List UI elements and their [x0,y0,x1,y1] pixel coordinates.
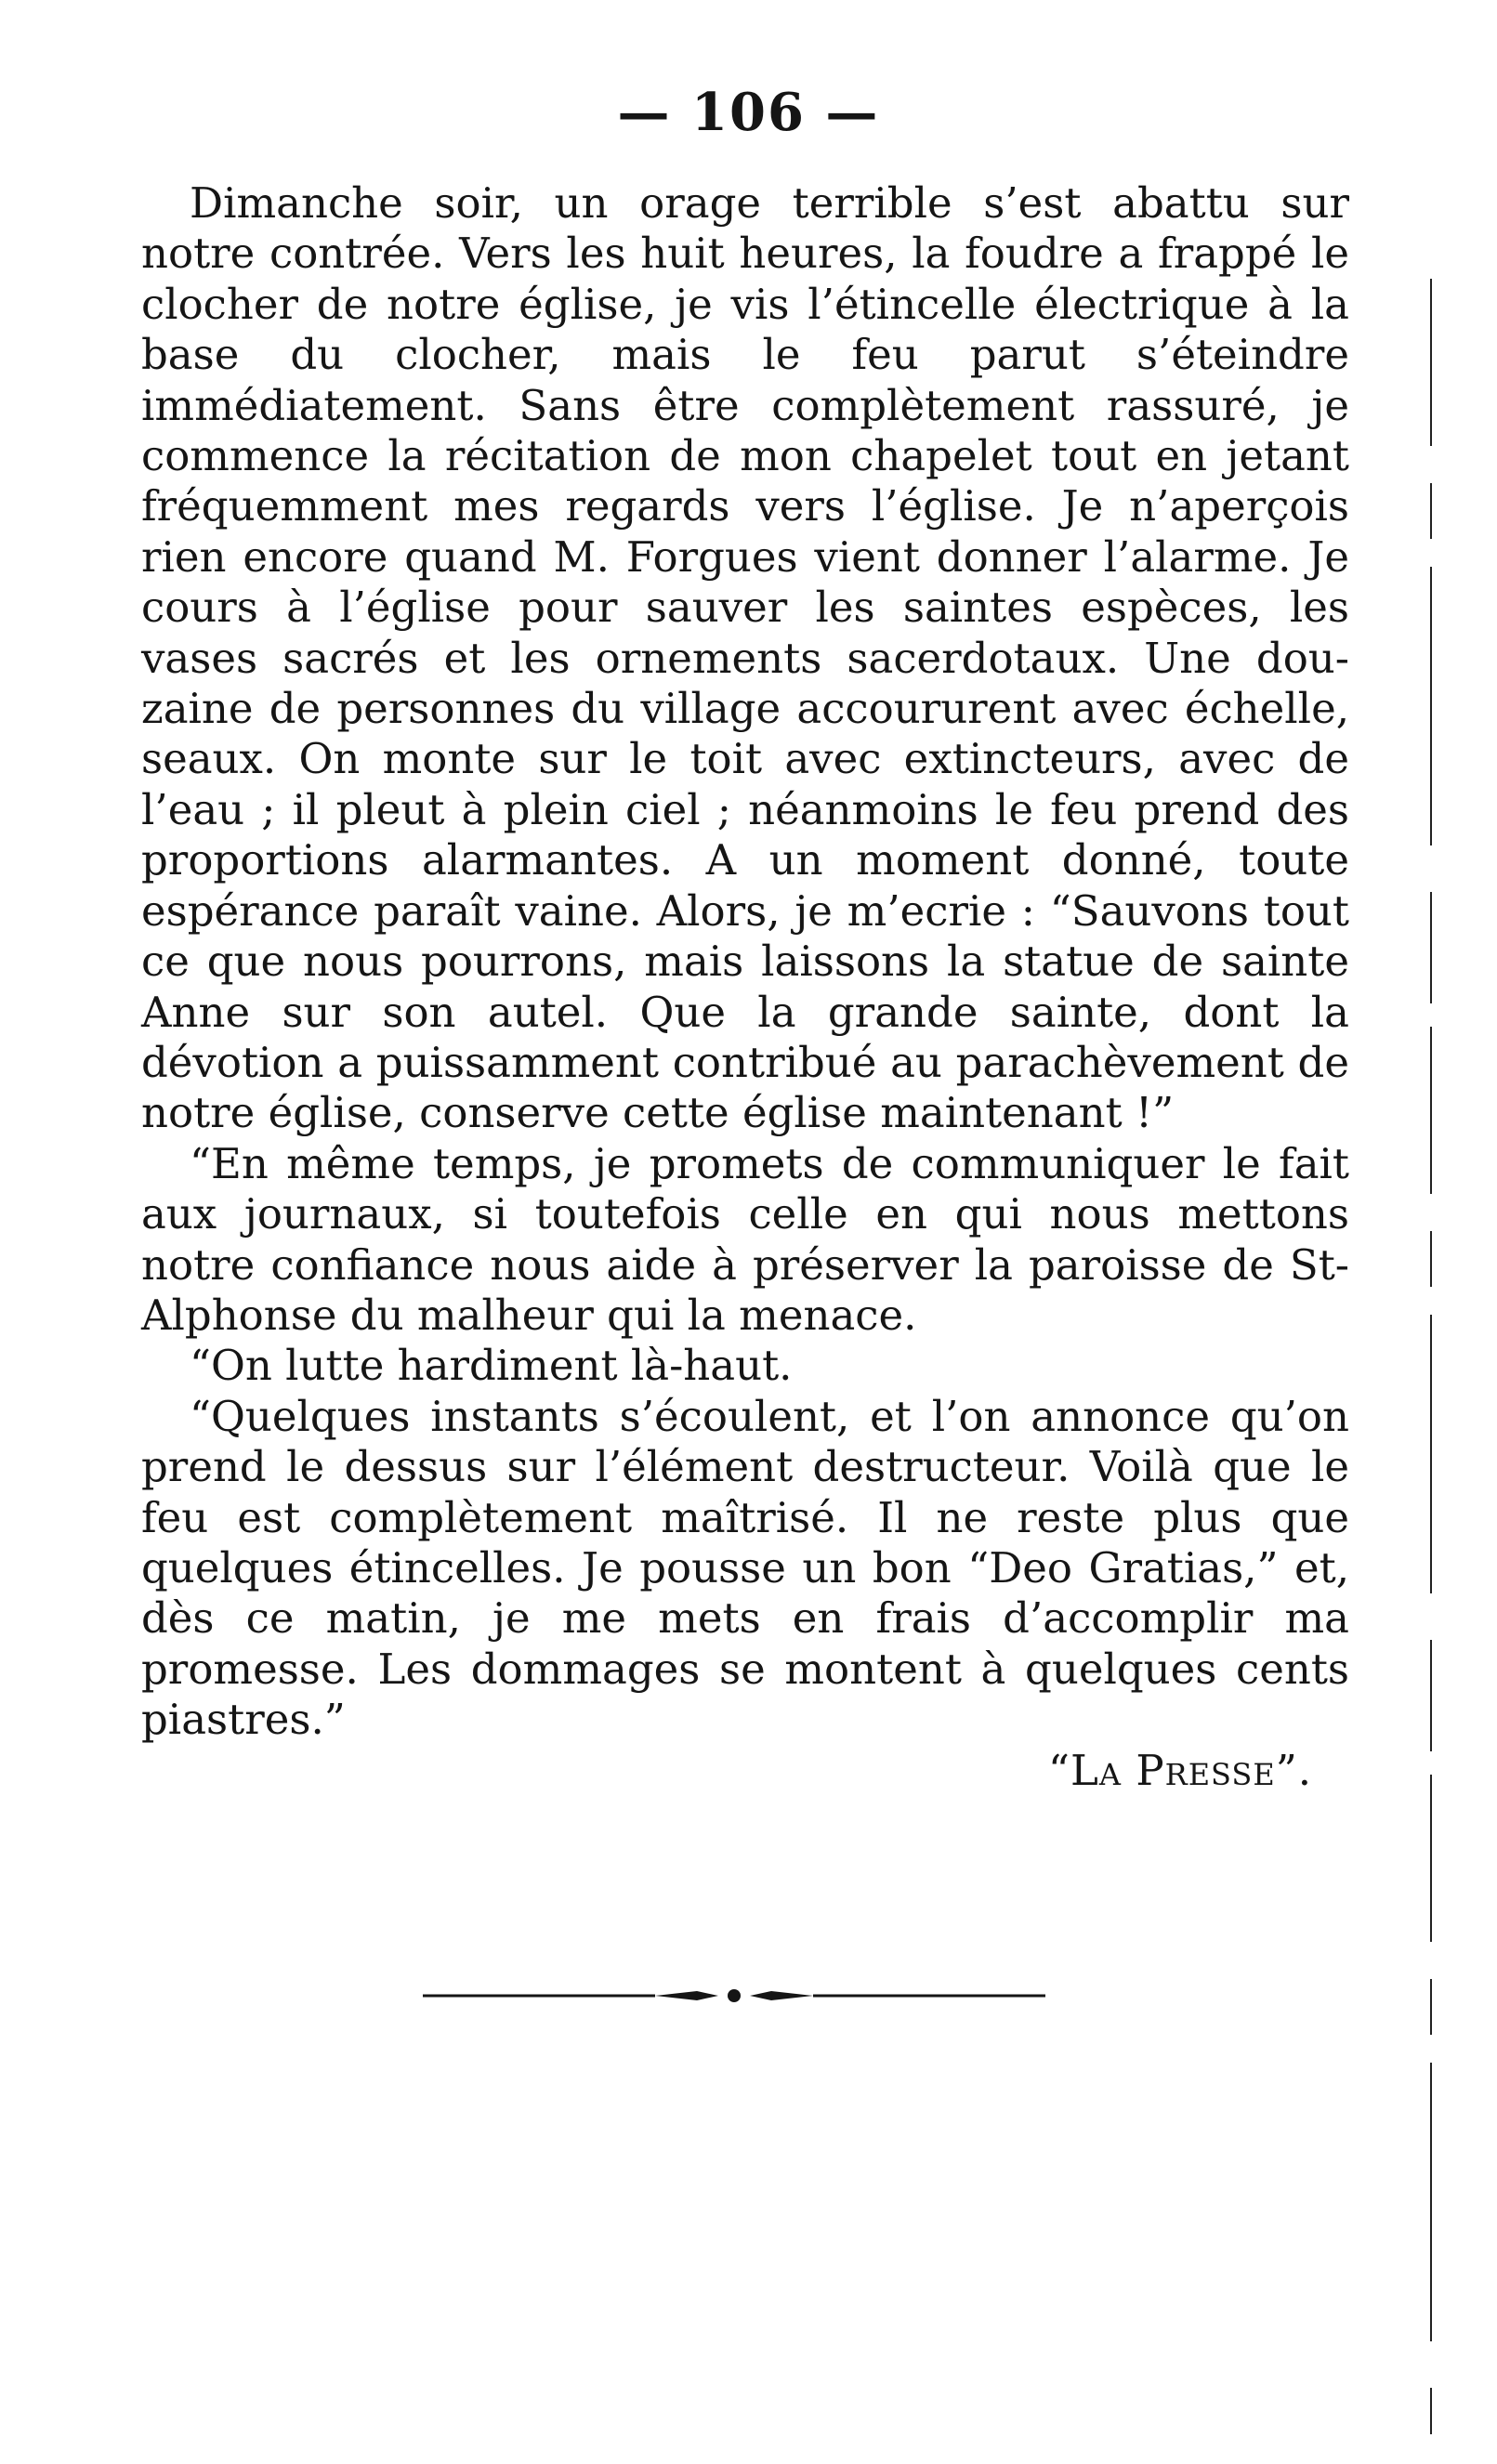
divider-swell-left [655,1991,718,2000]
divider-center-dot [728,1989,741,2002]
ornamental-divider [423,1977,1045,2014]
article-text [141,178,1349,1796]
paragraph-3: “On lutte hardiment là-haut. [190,1341,793,1391]
paragraph-4: “Quelques instants s’écoulent, et l’on annonce qu’on prend le dessus sur l’élément destructeur. Voilà que le feu est complètement maîtrisé. Il ne reste plus que quelques étincelles. Je pousse un bon “Deo Gratias,” et, dès ce matin, je me mets en frais d’accomplir ma promesse. Les dommages se montent à quelques cents piastres.” [141,1391,1349,1745]
divider-swell-right [750,1991,813,2000]
source-signature: “La Presse”. [1048,1745,1312,1795]
page-edge-mark [1429,279,1433,2434]
page-number: — 106 — [617,82,880,143]
paragraph-1: Dimanche soir, un orage terrible s’est abattu sur notre contrée. Vers les huit heures, la foudre a frappé le clocher de notre église, je vis l’étincelle électrique à la base du clocher, mais le feu parut s’éteindre immédiatement. Sans être complètement rassuré, je commence la récitation de mon chapelet tout en jetant fréquemment mes regards vers l’église. Je n’aperçois rien encore quand M. Forgues vient donner l’alarme. Je cours à l’église pour sauver les saintes espèces, les vases sacrés et les ornements sacerdotaux. Une douzaine de personnes du village accoururent avec échelle, seaux. On monte sur le toit avec extincteurs, avec de l’eau ; il pleut à plein ciel ; néanmoins le feu prend des proportions alarmantes. A un moment donné, toute espérance paraît vaine. Alors, je m’ecrie : “Sauvons tout ce que nous pourrons, mais laissons la statue de sainte Anne sur son autel. Que la grande sainte, dont la dévotion a puissamment contribué au parachèvement de notre église, conserve cette église maintenant !” [141,178,1349,1138]
paragraph-2: “En même temps, je promets de communiquer le fait aux journaux, si toutefois celle en qui nous mettons notre confiance nous aide à préserver la paroisse de St-Alphonse du malheur qui la menace. [141,1138,1349,1340]
